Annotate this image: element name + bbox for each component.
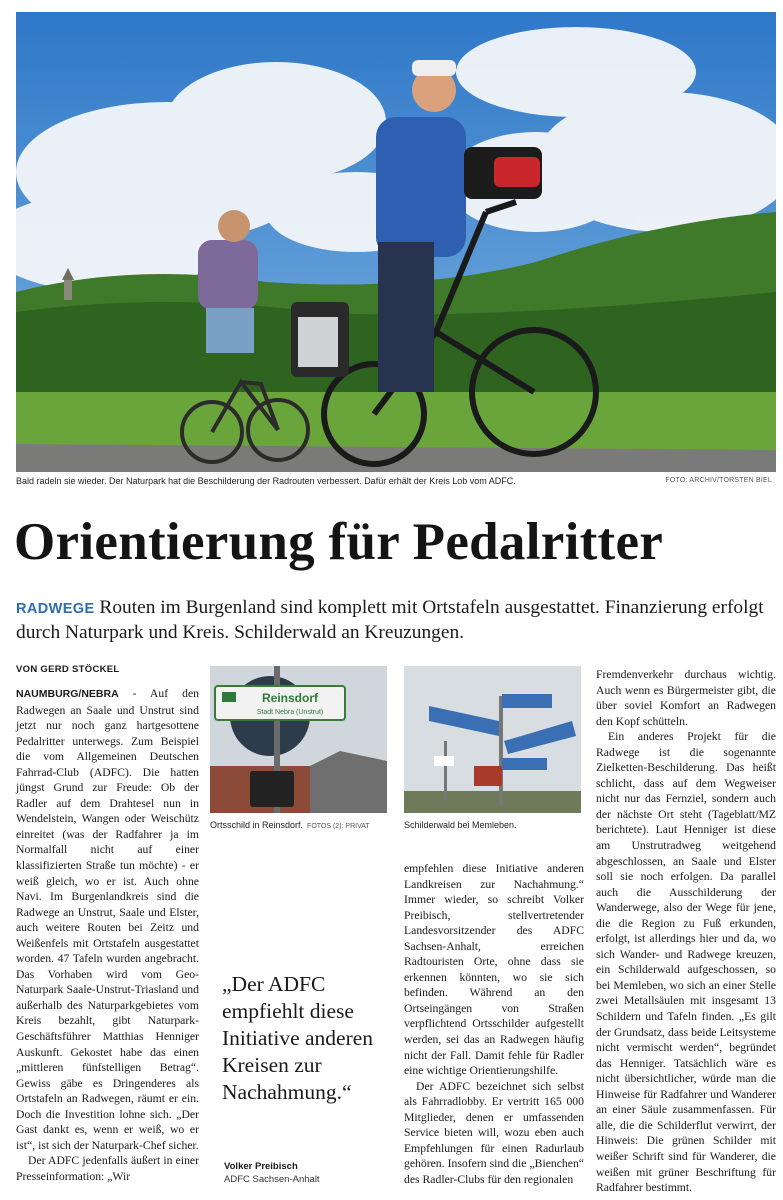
pull-quote-role: ADFC Sachsen-Anhalt xyxy=(224,1174,320,1185)
paragraph: Der ADFC jedenfalls äußert in einer Presseinformation: „Wir xyxy=(16,1154,199,1183)
headline: Orientierung für Pedalritter xyxy=(14,513,664,571)
paragraph: empfehlen diese Initiative anderen Landkreisen zur Nachahmung.“ Immer wieder, so schreibt Volker Preibisch, stellvertretender Landesvorsitzender des ADFC Sachsen-Anhalt, erreichen Radtouristen Orte, ohne dass sie erkennen könnten, wo sie sich befinden. Während an den Ortseingängen von Straßen verpflichtend Ortsschilder aufgestellt werden, sei das an Radwegen häufig nicht der Fall. Damit fehle für Radler eine wichtige Orientierungshilfe. xyxy=(404,862,584,1078)
signpost-illustration xyxy=(404,666,581,813)
byline: VON GERD STÖCKEL xyxy=(16,664,120,675)
paragraph: NAUMBURG/NEBRA - Auf den Radwegen an Saale und Unstrut sind jetzt nur noch ganz hartgesottene Pedalritter unterwegs. Zum Beispiel die vom Allgemeinen Deutschen Fahrrad-Club (ADFC). Die hatten jüngst Grund zur Freude: Ob der Radler auf dem Drahtesel nun in Wendelstein, Wangen oder Weischütz einreitet (was der Radfahrer ja im Normalfall nicht auf einer klassifizierten Straße tun möchte) - er weiß gleich, wo er ist. Auch ohne Navi. Im Burgenlandkreis sind die Radwege an Unstrut, Saale und Elster, auch weitere Routen bei Zeitz und Weißenfels mit Ortstafeln ausgestattet worden. 47 Tafeln wurden angebracht. Das Vorhaben wird vom Geo-Naturpark Saale-Unstrut-Triasland und außerhalb des Naturparkgebietes vom Kreis bezahlt, gibt Naturpark-Geschäftsführer Matthias Henniger Auskunft. Gekostet habe das einen „mittleren fünfstelligen Betrag“. Gewiss gäbe es Dringenderes als Ortstafeln an Radwegen, räumt er ein. Doch die Investition lohne sich. „Der Gast dankt es, wenn er weiß, wo er ist“, ist sich der Naturpark-Chef sicher. xyxy=(16,687,199,1152)
article-column-2 xyxy=(404,861,584,1187)
paragraph: Fremdenverkehr durchaus wichtig. Auch wenn es Bürgermeister gibt, die über soviel Komfort an Radwegen den Kopf schütteln. xyxy=(596,668,776,728)
sign-town-name: Reinsdorf xyxy=(261,691,319,705)
photo-a-credit: FOTOS (2): PRIVAT xyxy=(307,823,370,830)
cyclists-illustration xyxy=(16,12,776,472)
kicker: RADWEGE xyxy=(16,601,95,617)
pull-quote-name: Volker Preibisch xyxy=(224,1161,298,1172)
photo-b-caption: Schilderwald bei Memleben. xyxy=(404,820,517,830)
main-photo-credit: FOTO: ARCHIV/TORSTEN BIEL xyxy=(665,477,772,484)
photo-reinsdorf-sign xyxy=(210,666,387,813)
deck xyxy=(16,596,776,645)
main-photo-caption-row xyxy=(16,476,776,490)
photo-a-caption: Ortsschild in Reinsdorf. FOTOS (2): PRIVAT xyxy=(210,820,370,830)
main-photo-caption: Bald radeln sie wieder. Der Naturpark hat die Beschilderung der Radrouten verbessert. Dafür erhält der Kreis Lob vom ADFC. xyxy=(16,476,516,486)
paragraph: Der ADFC bezeichnet sich selbst als Fahrradlobby. Er vertritt 165 000 Mitglieder, denen er umfassenden Service bieten will, wozu eben auch Empfehlungen für einen Radurlaub gehören. Insofern sind die „Bienchen“ des Radler-Clubs für den regionalen xyxy=(404,1079,584,1186)
paragraph: Ein anderes Projekt für die Radwege ist die sogenannte Zielketten-Beschilderung. Das heißt schlicht, dass auf dem Wegweiser nicht nur das Fernziel, sondern auch der nächste Ort steht (Tageblatt/MZ berichtete). Laut Henniger ist diese am Unstrutradweg weitgehend abgeschlossen, an Saale und Elster soll sie noch erfolgen. Da parallel auch die Ausschilderung der Wanderwege, also der Wege für jene, die die Region zu Fuß erkunden, erfolgt, ist allerdings hier und da, wo sich Wander- und Radwege kreuzen, ein Schilderwald aufgeschossen, so bei Memleben, wo sich an einer Stelle zwei Metallsäulen mit insgesamt 13 Schildern und Tafeln finden. „Es gilt der Grundsatz, dass beide Leitsysteme nicht vermischt werden“, begründet das Henniger. Tatsächlich wäre es nicht übersichtlicher, würde man die Hinweise für Radfahrer und Wanderer an einer Säule zusammenfassen. Für alle, die die Schilderflut verwirrt, der Hinweis: Die grünen Schilder mit weißer Schrift sind für Wanderer, die weißen mit grüner Beschriftung für Radfahrer bestimmt. xyxy=(596,730,776,1195)
sign-town-subtitle: Stadt Nebra (Unstrut) xyxy=(256,709,324,716)
main-photo xyxy=(16,12,776,472)
article-column-1 xyxy=(16,686,199,1185)
town-sign-illustration xyxy=(210,666,387,813)
photo-signpost-forest xyxy=(404,666,581,813)
article-column-3 xyxy=(596,667,776,1196)
deck-text: Routen im Burgenland sind komplett mit Ortstafeln ausgestattet. Finanzierung erfolgt durch Naturpark und Kreis. Schilderwald an Kreuzungen. xyxy=(16,597,764,643)
pull-quote: „Der ADFC empfiehlt diese Initiative anderen Kreisen zur Nachahmung.“ xyxy=(222,972,374,1104)
dateline: NAUMBURG/NEBRA xyxy=(16,688,119,700)
